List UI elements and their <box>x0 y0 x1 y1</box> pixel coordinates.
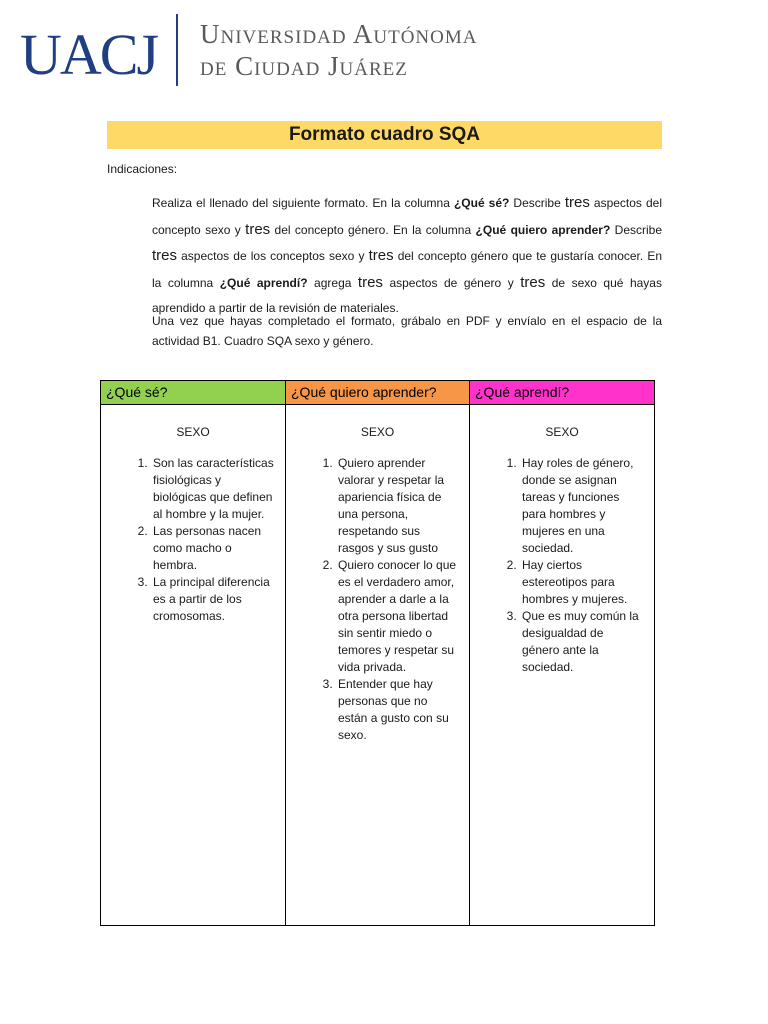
university-header <box>20 12 580 92</box>
university-name-line2: de Ciudad Juárez <box>200 51 408 81</box>
list-item: 2. Hay ciertos estereotipos para hombres y mujeres. <box>520 557 644 608</box>
item-list <box>101 455 285 625</box>
list-item: 2. Quiero conocer lo que es el verdadero amor, aprender a darle a la otra persona libertad sin sentir miedo o temores y respetar su vida privada. <box>336 557 459 676</box>
logo-divider <box>176 14 178 86</box>
indications-label: Indicaciones: <box>107 162 178 176</box>
instr-text: Describe <box>509 196 565 210</box>
instr-emphasis: tres <box>152 247 178 264</box>
sqa-table <box>100 380 655 926</box>
column-subheading: SEXO <box>360 425 395 439</box>
column-header: ¿Qué aprendí? <box>470 381 654 405</box>
column-que-se <box>101 381 286 925</box>
instr-bold: ¿Qué sé? <box>453 196 510 210</box>
instr-bold: ¿Qué aprendí? <box>219 275 308 290</box>
item-list <box>286 455 469 744</box>
instr-text: aspectos de los conceptos sexo y <box>177 249 369 263</box>
instr-text: Realiza el llenado del siguiente formato. En la columna <box>152 196 454 210</box>
instr-emphasis: tres <box>368 247 394 264</box>
university-name <box>200 18 477 82</box>
list-item: 1. Quiero aprender valorar y respetar la apariencia física de una persona, respetando sus rasgos y sus gusto <box>336 455 459 557</box>
instr-emphasis: tres <box>520 273 546 291</box>
column-subheading: SEXO <box>176 425 210 439</box>
column-header: ¿Qué quiero aprender? <box>286 381 469 405</box>
list-item: 1. Hay roles de género, donde se asignan tareas y funciones para hombres y mujeres en una sociedad. <box>520 455 644 557</box>
list-item: 1. Son las características fisiológicas y biológicas que definen al hombre y la mujer. <box>151 455 275 523</box>
instr-text: aspectos de género y <box>382 275 521 290</box>
instructions-paragraph <box>152 190 662 322</box>
university-name-line1: Universidad Autónoma <box>200 19 478 49</box>
instr-text: aspectos del concepto sexo y <box>152 196 662 237</box>
column-subheading: SEXO <box>545 425 579 439</box>
list-item: 3. La principal diferencia es a partir de los cromosomas. <box>151 574 275 625</box>
instr-text: Describe <box>610 222 662 237</box>
item-list <box>470 455 654 676</box>
list-item: 3. Entender que hay personas que no están a gusto con su sexo. <box>336 676 459 744</box>
instr-emphasis: tres <box>357 273 383 291</box>
list-item: 2. Las personas nacen como macho o hembra. <box>151 523 275 574</box>
instr-text: agrega <box>307 275 358 290</box>
instr-text: del concepto género que te gustaría conocer. En la columna <box>152 249 663 290</box>
instructions-paragraph-2: Una vez que hayas completado el formato, grábalo en PDF y envíalo en el espacio de la actividad B1. Cuadro SQA sexo y género. <box>152 314 662 348</box>
instr-text: de sexo qué hayas aprendido a partir de la revisión de materiales. <box>152 275 662 315</box>
uacj-logo: UACJ <box>20 22 158 87</box>
instr-emphasis: tres <box>245 220 271 238</box>
instr-emphasis: tres <box>564 194 590 211</box>
column-que-quiero-aprender <box>286 381 470 925</box>
page-title: Formato cuadro SQA <box>107 121 662 149</box>
instr-text: del concepto género. En la columna <box>270 222 476 237</box>
column-que-aprendi <box>470 381 654 925</box>
column-header: ¿Qué sé? <box>101 381 285 405</box>
list-item: 3. Que es muy común la desigualdad de género ante la sociedad. <box>520 608 644 676</box>
instr-bold: ¿Qué quiero aprender? <box>475 222 611 237</box>
